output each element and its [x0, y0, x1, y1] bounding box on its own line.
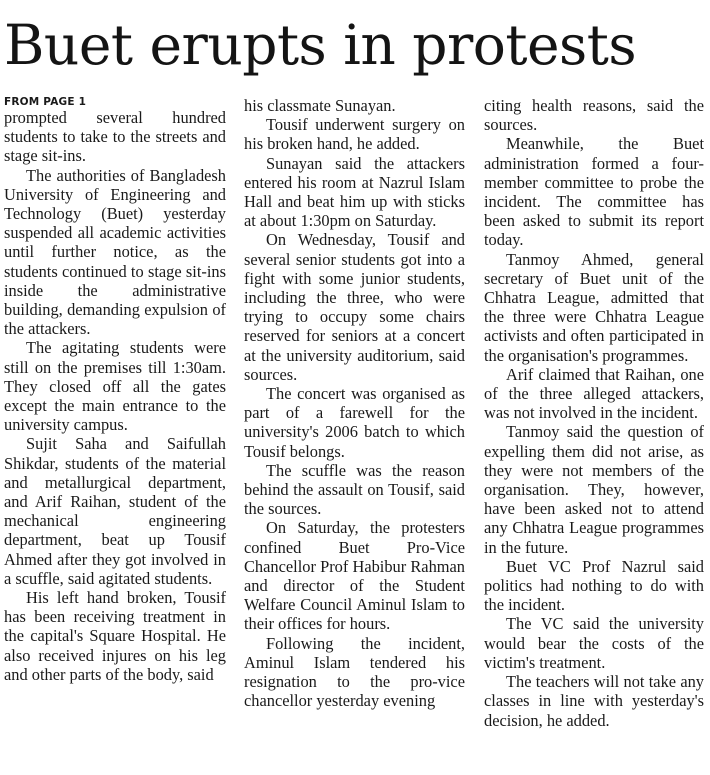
paragraph: Tanmoy said the question of expelling them did not arise, as they were not members of the organisation. They, however, have been asked not to attend any Chhatra League programmes in the future.: [484, 422, 704, 557]
paragraph: Sunayan said the attackers entered his room at Nazrul Islam Hall and beat him up with sticks at about 1:30pm on Saturday.: [244, 153, 465, 231]
paragraph: prompted several hundred students to take to the streets and stage sit-ins.: [4, 108, 226, 166]
paragraph: Arif claimed that Raihan, one of the three alleged attackers, was not involved in the incident.: [484, 364, 704, 423]
paragraph: Following the incident, Aminul Islam tendered his resignation to the pro-vice chancellor yesterday evening: [244, 633, 465, 711]
paragraph: On Saturday, the protesters confined Buet Pro-Vice Chancellor Prof Habibur Rahman and director of the Student Welfare Council Aminul Islam to their offices for hours.: [244, 518, 465, 634]
paragraph: his classmate Sunayan.: [244, 96, 396, 115]
paragraph: Meanwhile, the Buet administration formed a four-member committee to probe the incident. The committee has been asked to submit its report today.: [484, 134, 704, 250]
paragraph: The authorities of Bangladesh University of Engineering and Technology (Buet) yesterday suspended all academic activities until further notice, as the students continued to stage sit-ins inside the administrative building, demanding expulsion of the attackers.: [4, 165, 226, 339]
article-column-1: [4, 96, 226, 684]
paragraph: Sujit Saha and Saifullah Shikdar, students of the material and metallurgical department, and Arif Raihan, student of the mechanical engineering department, beat up Tousif Ahmed after they got involved in a scuffle, said agitated students.: [4, 434, 226, 588]
headline: Buet erupts in protests: [4, 13, 637, 77]
paragraph: Buet VC Prof Nazrul said politics had nothing to do with the incident.: [484, 556, 704, 615]
article-column-2: [244, 96, 465, 711]
paragraph: His left hand broken, Tousif has been receiving treatment in the capital's Square Hospital. He also received injures on his leg and other parts of the body, said: [4, 588, 226, 684]
paragraph: Tousif underwent surgery on his broken hand, he added.: [244, 115, 465, 154]
paragraph: The agitating students were still on the premises till 1:30am. They closed off all the gates except the main entrance to the university campus.: [4, 338, 226, 435]
paragraph: citing health reasons, said the sources.: [484, 96, 704, 135]
paragraph: The scuffle was the reason behind the assault on Tousif, said the sources.: [244, 460, 465, 519]
kicker-from-page: FROM PAGE 1: [4, 96, 87, 108]
paragraph: On Wednesday, Tousif and several senior students got into a fight with some junior students, including the three, who were trying to occupy some chairs reserved for seniors at a concert at the university auditorium, said sources.: [244, 230, 465, 384]
paragraph: The VC said the university would bear the costs of the victim's treatment.: [484, 614, 704, 672]
paragraph: Tanmoy Ahmed, general secretary of Buet unit of the Chhatra League, admitted that the three were Chhatra League activists and often participated in the organisation's programmes.: [484, 249, 704, 365]
article-column-3: [484, 96, 704, 730]
paragraph: The concert was organised as part of a farewell for the university's 2006 batch to which Tousif belongs.: [244, 384, 465, 461]
paragraph: The teachers will not take any classes in line with yesterday's decision, he added.: [484, 672, 704, 730]
